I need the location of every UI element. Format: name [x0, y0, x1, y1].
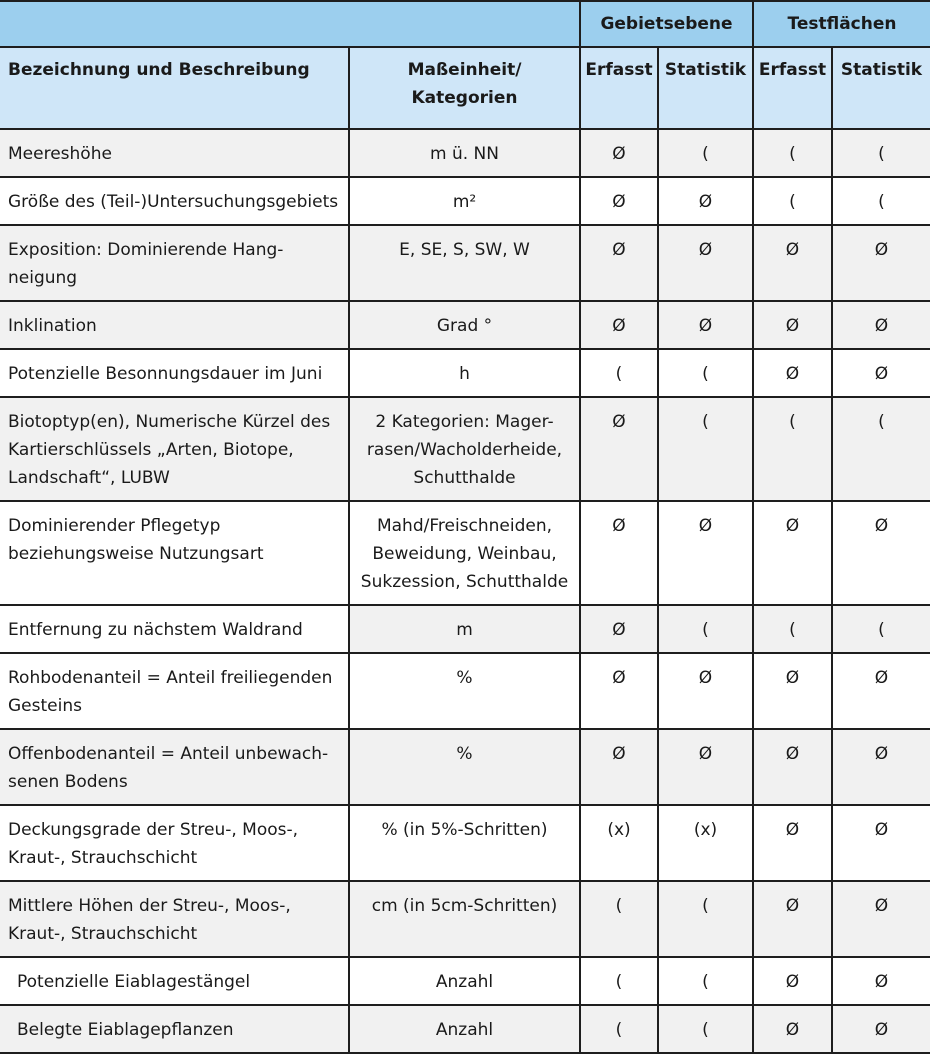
test-erfasst-mark: Ø — [753, 225, 832, 301]
row-description: Dominierender Pflegetyp beziehungsweise Nutzungsart — [0, 501, 349, 605]
row-unit: 2 Kategorien: Mager-rasen/Wacholderheide, Schutthalde — [349, 397, 580, 501]
gebiet-erfasst-mark: Ø — [580, 653, 658, 729]
row-description: Potenzielle Eiablagestängel — [0, 957, 349, 1005]
row-description: Mittlere Höhen der Streu-, Moos-, Kraut-, Strauchschicht — [0, 881, 349, 957]
header-test-erfasst: Erfasst — [753, 47, 832, 129]
table-row — [0, 805, 930, 881]
row-unit: Anzahl — [349, 957, 580, 1005]
table-row — [0, 225, 930, 301]
table-row — [0, 957, 930, 1005]
test-erfasst-mark: ( — [753, 397, 832, 501]
test-erfasst-mark: ( — [753, 177, 832, 225]
row-unit: E, SE, S, SW, W — [349, 225, 580, 301]
gebiet-erfasst-mark: Ø — [580, 225, 658, 301]
row-unit: cm (in 5cm-Schritten) — [349, 881, 580, 957]
table-row — [0, 729, 930, 805]
row-description: Offenbodenanteil = Anteil unbewach-senen Bodens — [0, 729, 349, 805]
gebiet-erfasst-mark: ( — [580, 349, 658, 397]
header-group-testflaechen: Testflächen — [753, 1, 930, 47]
header-unit — [349, 47, 580, 129]
test-statistik-mark: Ø — [832, 653, 930, 729]
gebiet-statistik-mark: Ø — [658, 177, 753, 225]
row-unit: % (in 5%-Schritten) — [349, 805, 580, 881]
test-erfasst-mark: Ø — [753, 881, 832, 957]
gebiet-statistik-mark: ( — [658, 957, 753, 1005]
test-statistik-mark: Ø — [832, 349, 930, 397]
row-unit: m² — [349, 177, 580, 225]
test-statistik-mark: ( — [832, 177, 930, 225]
test-statistik-mark: Ø — [832, 805, 930, 881]
row-description: Potenzielle Besonnungsdauer im Juni — [0, 349, 349, 397]
header-blank — [0, 1, 580, 47]
test-erfasst-mark: Ø — [753, 301, 832, 349]
gebiet-erfasst-mark: Ø — [580, 605, 658, 653]
gebiet-erfasst-mark: Ø — [580, 501, 658, 605]
header-group-gebietsebene: Gebietsebene — [580, 1, 753, 47]
header-description: Bezeichnung und Beschreibung — [0, 47, 349, 129]
row-description: Exposition: Dominierende Hang-neigung — [0, 225, 349, 301]
row-unit: % — [349, 653, 580, 729]
gebiet-statistik-mark: ( — [658, 129, 753, 177]
table-row — [0, 177, 930, 225]
test-statistik-mark: ( — [832, 397, 930, 501]
row-description: Größe des (Teil-)Untersuchungsgebiets — [0, 177, 349, 225]
test-statistik-mark: Ø — [832, 957, 930, 1005]
test-statistik-mark: Ø — [832, 225, 930, 301]
test-statistik-mark: Ø — [832, 1005, 930, 1053]
gebiet-erfasst-mark: Ø — [580, 129, 658, 177]
test-erfasst-mark: Ø — [753, 805, 832, 881]
test-erfasst-mark: Ø — [753, 957, 832, 1005]
header-group-row — [0, 1, 930, 47]
table-row — [0, 653, 930, 729]
row-unit: m — [349, 605, 580, 653]
table-row — [0, 129, 930, 177]
test-statistik-mark: ( — [832, 605, 930, 653]
row-description: Biotoptyp(en), Numerische Kürzel des Kartierschlüssels „Arten, Biotope, Landschaft“, LUBW — [0, 397, 349, 501]
gebiet-statistik-mark: Ø — [658, 653, 753, 729]
test-erfasst-mark: ( — [753, 129, 832, 177]
table-row — [0, 881, 930, 957]
row-unit: Mahd/Freischneiden, Beweidung, Weinbau, Sukzession, Schutthalde — [349, 501, 580, 605]
header-column-row — [0, 47, 930, 129]
header-gebiet-erfasst: Erfasst — [580, 47, 658, 129]
test-erfasst-mark: Ø — [753, 729, 832, 805]
test-statistik-mark: Ø — [832, 729, 930, 805]
header-gebiet-statistik: Statistik — [658, 47, 753, 129]
header-test-statistik: Statistik — [832, 47, 930, 129]
row-description: Belegte Eiablagepflanzen — [0, 1005, 349, 1053]
table-row — [0, 1005, 930, 1053]
gebiet-statistik-mark: Ø — [658, 225, 753, 301]
test-statistik-mark: Ø — [832, 301, 930, 349]
row-description: Deckungsgrade der Streu-, Moos-, Kraut-, Strauchschicht — [0, 805, 349, 881]
header-unit-line2: Kategorien — [411, 88, 518, 108]
table-row — [0, 501, 930, 605]
gebiet-statistik-mark: ( — [658, 349, 753, 397]
gebiet-statistik-mark: (x) — [658, 805, 753, 881]
gebiet-erfasst-mark: (x) — [580, 805, 658, 881]
gebiet-statistik-mark: ( — [658, 1005, 753, 1053]
gebiet-erfasst-mark: Ø — [580, 301, 658, 349]
test-erfasst-mark: Ø — [753, 501, 832, 605]
test-erfasst-mark: Ø — [753, 653, 832, 729]
gebiet-statistik-mark: ( — [658, 605, 753, 653]
row-unit: m ü. NN — [349, 129, 580, 177]
test-erfasst-mark: ( — [753, 605, 832, 653]
gebiet-erfasst-mark: ( — [580, 881, 658, 957]
row-description: Inklination — [0, 301, 349, 349]
row-description: Entfernung zu nächstem Waldrand — [0, 605, 349, 653]
gebiet-statistik-mark: ( — [658, 881, 753, 957]
row-unit: % — [349, 729, 580, 805]
header-unit-line1: Maßeinheit/ — [407, 60, 522, 80]
gebiet-statistik-mark: Ø — [658, 501, 753, 605]
row-description: Meereshöhe — [0, 129, 349, 177]
test-statistik-mark: ( — [832, 129, 930, 177]
row-unit: Anzahl — [349, 1005, 580, 1053]
gebiet-statistik-mark: Ø — [658, 729, 753, 805]
gebiet-erfasst-mark: Ø — [580, 397, 658, 501]
gebiet-erfasst-mark: Ø — [580, 729, 658, 805]
table-row — [0, 605, 930, 653]
gebiet-erfasst-mark: Ø — [580, 177, 658, 225]
row-unit: h — [349, 349, 580, 397]
row-unit: Grad ° — [349, 301, 580, 349]
gebiet-statistik-mark: Ø — [658, 301, 753, 349]
table-row — [0, 397, 930, 501]
test-erfasst-mark: Ø — [753, 349, 832, 397]
test-statistik-mark: Ø — [832, 501, 930, 605]
row-description: Rohbodenanteil = Anteil freiliegenden Gesteins — [0, 653, 349, 729]
gebiet-erfasst-mark: ( — [580, 1005, 658, 1053]
gebiet-erfasst-mark: ( — [580, 957, 658, 1005]
gebiet-statistik-mark: ( — [658, 397, 753, 501]
table-row — [0, 349, 930, 397]
test-statistik-mark: Ø — [832, 881, 930, 957]
test-erfasst-mark: Ø — [753, 1005, 832, 1053]
table-row — [0, 301, 930, 349]
